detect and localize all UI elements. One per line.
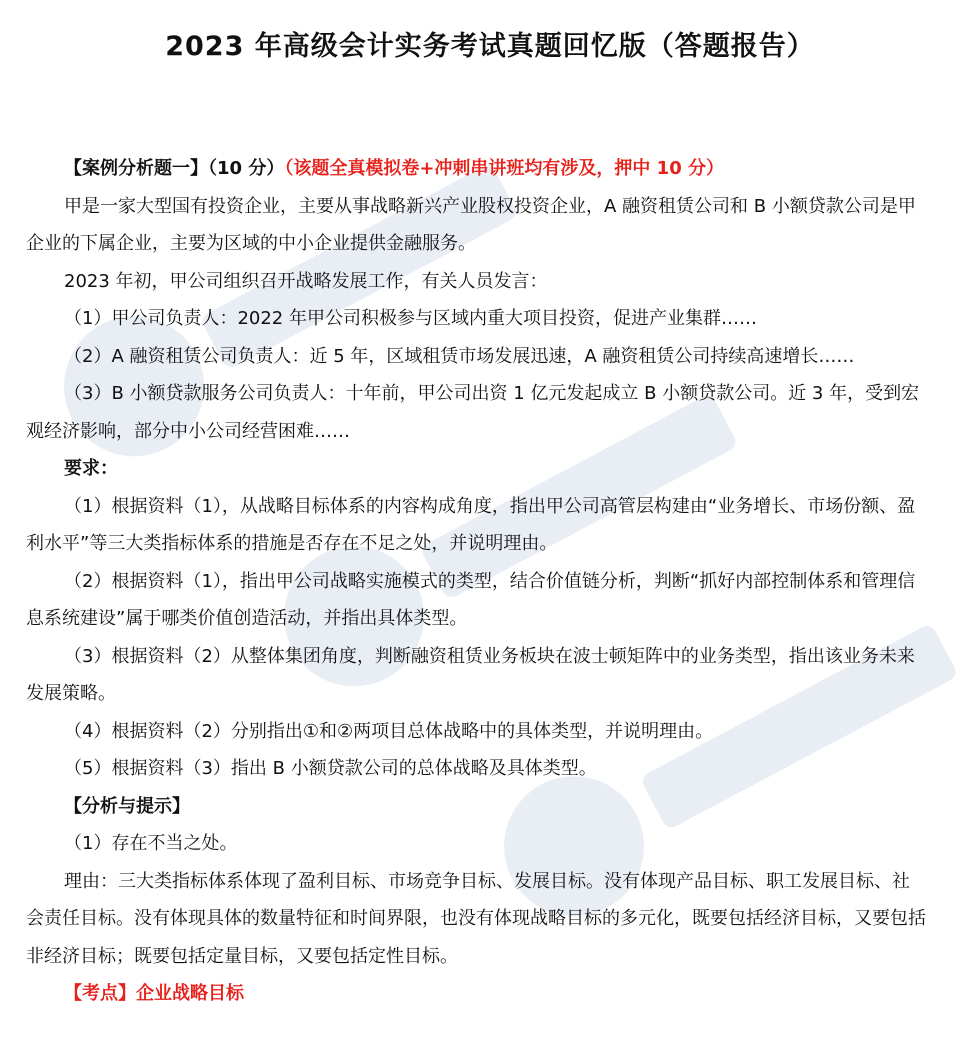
requirements-label: 要求： — [64, 458, 118, 479]
requirement-item: （5）根据资料（3）指出 B 小额贷款公司的总体战略及具体类型。 — [64, 758, 597, 779]
background-paragraph: （2）A 融资租赁公司负责人：近 5 年，区域租赁市场发展迅速，A 融资租赁公司持续高速增长…… — [64, 345, 855, 367]
background-paragraph: （1）甲公司负责人：2022 年甲公司积极参与区域内重大项目投资，促进产业集群…… — [64, 308, 757, 329]
requirement-item: （2）根据资料（1），指出甲公司战略实施模式的类型，结合价值链分析，判断“抓好内部控制体系和管理信息系统建设”属于哪类价值创造活动，并指出具体类型。 — [26, 570, 916, 629]
requirement-item: （4）根据资料（2）分别指出①和②两项目总体战略中的具体类型，并说明理由。 — [64, 720, 714, 742]
requirement-item: （1）根据资料（1），从战略目标体系的内容构成角度，指出甲公司高管层构建由“业务增长、市场份额、盈利水平”等三大类指标体系的措施是否存在不足之处，并说明理由。 — [26, 495, 916, 554]
analysis-paragraph: （1）存在不当之处。 — [64, 833, 238, 854]
case-header — [26, 150, 926, 188]
page-title: 2023 年高级会计实务考试真题回忆版（答题报告） — [165, 31, 815, 62]
case-label: 【案例分析题一】 — [64, 158, 208, 179]
document-body — [26, 150, 926, 1013]
background-paragraph: （3）B 小额贷款服务公司负责人：十年前，甲公司出资 1 亿元发起成立 B 小额贷款公司。近 3 年，受到宏观经济影响，部分中小公司经营困难…… — [26, 383, 920, 442]
requirement-item: （3）根据资料（2）从整体集团角度，判断融资租赁业务板块在波士顿矩阵中的业务类型，指出该业务未来发展策略。 — [26, 645, 915, 704]
background-paragraph: 甲是一家大型国有投资企业，主要从事战略新兴产业股权投资企业，A 融资租赁公司和 B 小额贷款公司是甲企业的下属企业，主要为区域的中小企业提供金融服务。 — [26, 195, 916, 254]
case-note: （该题全真模拟卷+冲刺串讲班均有涉及，押中 10 分） — [284, 158, 724, 179]
key-point: 【考点】企业战略目标 — [64, 983, 244, 1004]
analysis-paragraph: 理由：三大类指标体系体现了盈利目标、市场竞争目标、发展目标。没有体现产品目标、职工发展目标、社会责任目标。没有体现具体的数量特征和时间界限，也没有体现战略目标的多元化，既要包括经济目标，又要包括非经济目标；既要包括定量目标，又要包括定性目标。 — [26, 870, 926, 967]
case-points: （10 分） — [208, 158, 285, 179]
background-paragraph: 2023 年初，甲公司组织召开战略发展工作，有关人员发言： — [64, 270, 548, 292]
analysis-label: 【分析与提示】 — [64, 795, 190, 817]
